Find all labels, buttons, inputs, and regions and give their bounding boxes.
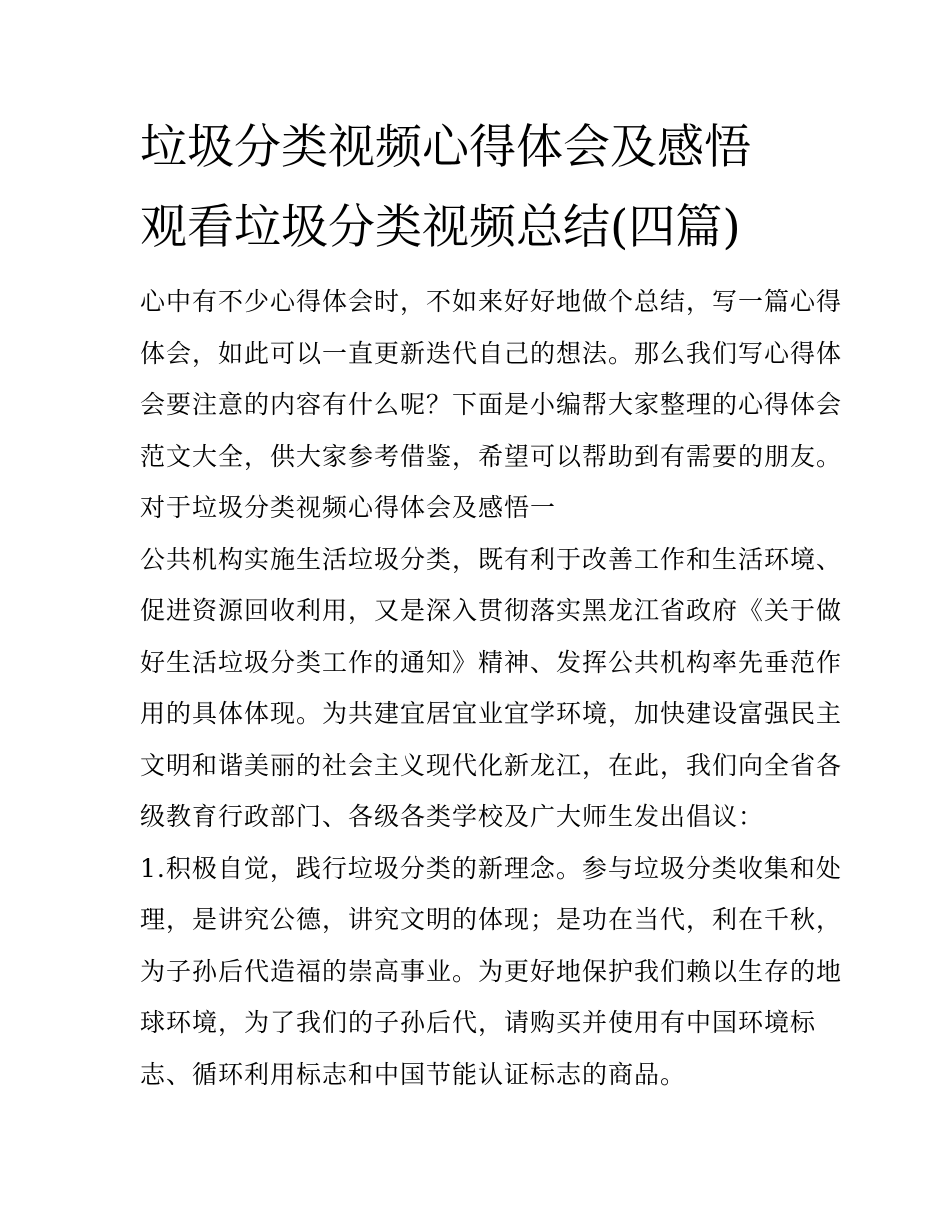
body-line: 范文大全，供大家参考借鉴，希望可以帮助到有需要的朋友。 xyxy=(140,441,843,471)
section-heading: 对于垃圾分类视频心得体会及感悟一 xyxy=(140,493,557,522)
body-line: 好生活垃圾分类工作的通知》精神、发挥公共机构率先垂范作 xyxy=(140,647,843,677)
numbered-point: 1.积极自觉，践行垃圾分类的新理念。参与垃圾分类收集和处 xyxy=(140,853,842,883)
body-line: 志、循环利用标志和中国节能认证标志的商品。 xyxy=(140,1059,687,1089)
body-line: 球环境，为了我们的子孙后代，请购买并使用有中国环境标 xyxy=(140,1008,817,1037)
body-line: 公共机构实施生活垃圾分类，既有利于改善工作和生活环境、 xyxy=(140,544,843,574)
body-line: 级教育行政部门、各级各类学校及广大师生发出倡议： xyxy=(140,802,765,831)
document-body xyxy=(140,276,843,1100)
body-line: 心中有不少心得体会时，不如来好好地做个总结，写一篇心得 xyxy=(140,287,843,316)
body-line: 促进资源回收利用，又是深入贯彻落实黑龙江省政府《关于做 xyxy=(140,596,843,625)
body-line: 用的具体体现。为共建宜居宜业宜学环境，加快建设富强民主 xyxy=(140,699,843,728)
document-title xyxy=(140,108,830,268)
body-line: 为子孙后代造福的崇高事业。为更好地保护我们赖以生存的地 xyxy=(140,956,843,986)
body-line: 理，是讲究公德，讲究文明的体现；是功在当代，利在千秋， xyxy=(140,905,843,934)
body-line: 体会，如此可以一直更新迭代自己的想法。那么我们写心得体 xyxy=(140,338,843,368)
title-line-1: 垃圾分类视频心得体会及感悟 xyxy=(140,120,751,175)
title-line-2: 观看垃圾分类视频总结(四篇) xyxy=(140,200,741,255)
body-line: 文明和谐美丽的社会主义现代化新龙江，在此，我们向全省各 xyxy=(140,750,843,780)
body-line: 会要注意的内容有什么呢？下面是小编帮大家整理的心得体会 xyxy=(140,390,843,419)
